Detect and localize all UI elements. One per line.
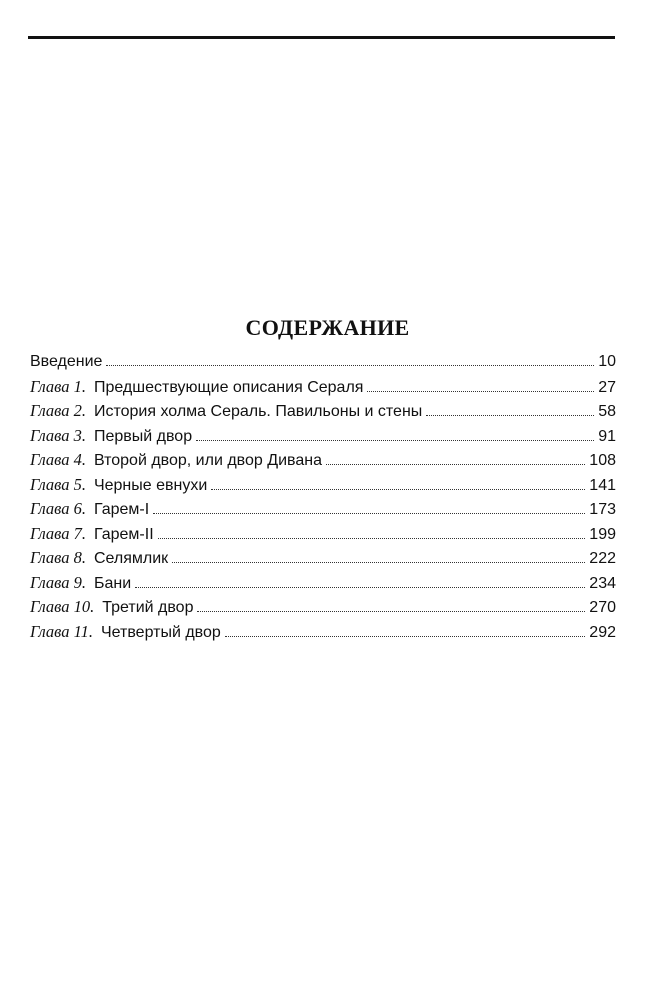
header-rule: [28, 36, 615, 39]
dot-leader: [172, 561, 585, 563]
page-number: 234: [589, 574, 616, 592]
page-number: 173: [589, 501, 616, 518]
dot-leader: [225, 635, 586, 637]
dot-leader: [367, 390, 594, 392]
dot-leader: [426, 414, 594, 416]
toc-entry: [30, 595, 616, 620]
dot-leader: [196, 439, 594, 441]
chapter-label: Глава 4.: [30, 450, 86, 469]
toc-entry: [30, 448, 616, 473]
entry-title: Второй двор, или двор Дивана: [93, 452, 322, 469]
dot-leader: [211, 488, 585, 490]
entry-title: Третий двор: [102, 599, 194, 616]
entry-title: Селямлик: [93, 550, 169, 567]
entry-title: Черные евнухи: [93, 476, 208, 494]
chapter-label: Глава 10.: [30, 597, 95, 616]
page-number: 222: [589, 550, 616, 567]
entry-title: Бани: [93, 574, 132, 592]
entry-title: Введение: [30, 353, 103, 370]
page-title: СОДЕРЖАНИЕ: [245, 314, 410, 340]
entry-title: Гарем-I: [93, 501, 150, 518]
dot-leader: [153, 512, 585, 514]
page-number: 91: [598, 427, 616, 445]
toc-entry: [30, 546, 616, 571]
toc-entry: [30, 424, 616, 449]
toc-entry: [30, 473, 616, 498]
chapter-label: Глава 5.: [30, 474, 86, 494]
page-number: 10: [598, 353, 616, 370]
toc-entry: [30, 350, 616, 375]
dot-leader: [326, 463, 585, 465]
dot-leader: [135, 586, 585, 588]
chapter-label: Глава 3.: [30, 425, 86, 445]
toc-entry: [30, 571, 616, 596]
page-number: 270: [589, 599, 616, 616]
toc-entry: [30, 399, 616, 424]
table-of-contents: [30, 350, 616, 644]
page-number: 58: [598, 403, 616, 420]
toc-entry: [30, 522, 616, 547]
page-number: 292: [589, 623, 616, 641]
chapter-label: Глава 9.: [30, 572, 86, 592]
entry-title: Предшествующие описания Сераля: [93, 378, 364, 396]
page-number: 199: [589, 525, 616, 543]
dot-leader: [158, 537, 586, 539]
entry-title: История холма Сераль. Павильоны и стены: [93, 403, 423, 420]
chapter-label: Глава 2.: [30, 401, 86, 420]
chapter-label: Глава 1.: [30, 376, 86, 396]
chapter-label: Глава 11.: [30, 621, 93, 641]
toc-entry: [30, 375, 616, 400]
dot-leader: [197, 610, 585, 612]
page-number: 141: [589, 476, 616, 494]
page-number: 108: [589, 452, 616, 469]
toc-entry: [30, 497, 616, 522]
entry-title: Четвертый двор: [100, 623, 221, 641]
toc-entry: [30, 620, 616, 645]
chapter-label: Глава 8.: [30, 548, 86, 567]
entry-title: Первый двор: [93, 427, 193, 445]
dot-leader: [106, 364, 594, 366]
page-number: 27: [598, 378, 616, 396]
chapter-label: Глава 7.: [30, 523, 86, 543]
entry-title: Гарем-II: [93, 525, 154, 543]
chapter-label: Глава 6.: [30, 499, 86, 518]
